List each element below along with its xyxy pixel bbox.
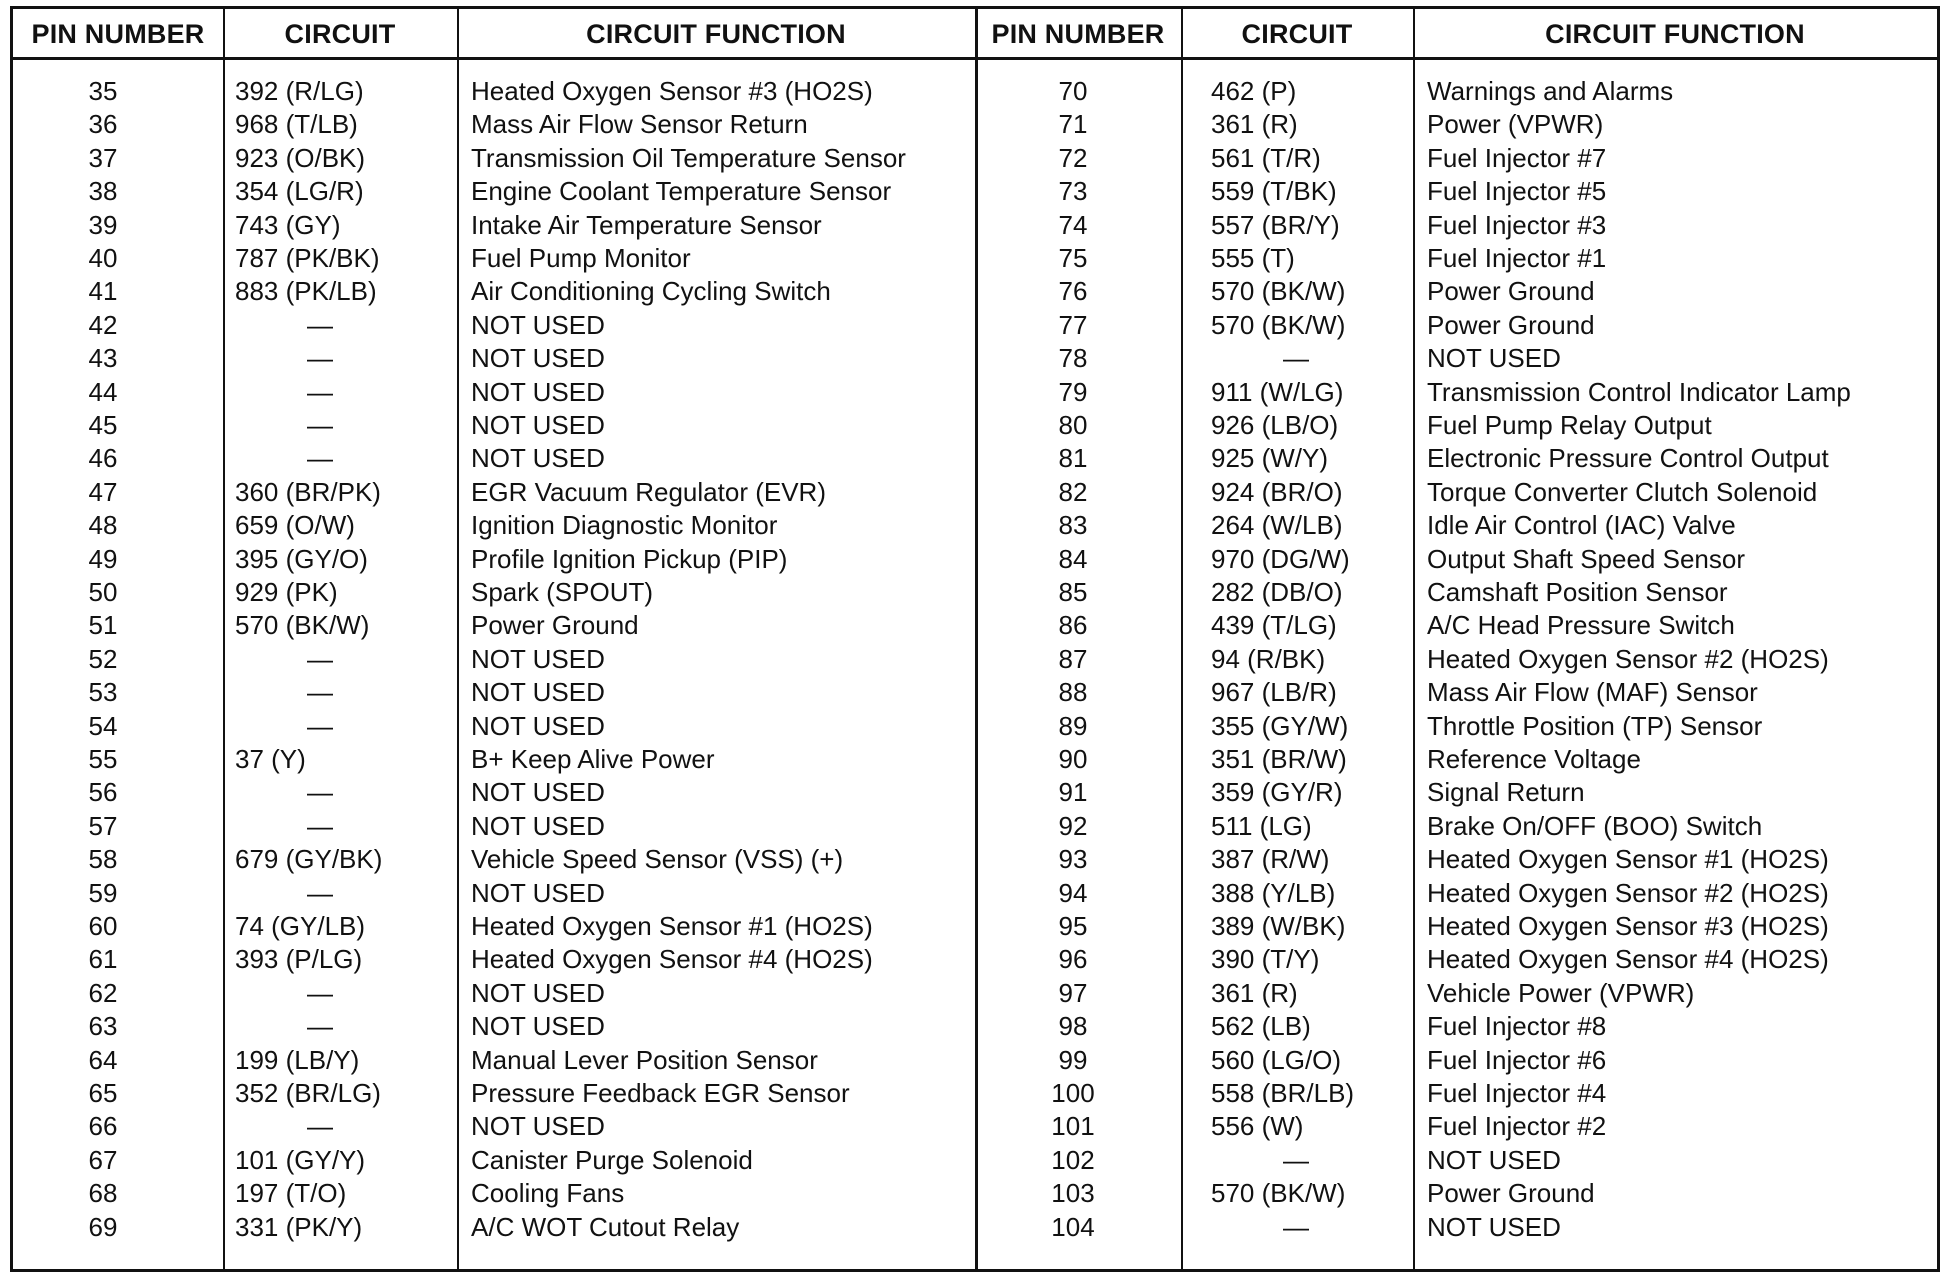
circuit-function-cell: NOT USED [471,877,605,908]
circuit-cell: 970 (DG/W) [1211,543,1350,574]
circuit-function-cell: Torque Converter Clutch Solenoid [1427,476,1818,507]
circuit-cell: — [307,777,333,808]
circuit-cell: 562 (LB) [1211,1011,1311,1042]
circuit-cell: 967 (LB/R) [1211,677,1337,708]
table-row [975,810,1937,843]
table-row [975,1044,1937,1077]
circuit-cell: 360 (BR/PK) [235,476,381,507]
pin-number-cell: 37 [88,142,118,173]
circuit-cell: — [1283,1211,1309,1242]
circuit-function-cell: A/C WOT Cutout Relay [471,1211,740,1242]
pin-number-cell: 46 [88,443,118,474]
circuit-cell: 389 (W/BK) [1211,911,1346,941]
circuit-function-cell: Fuel Injector #7 [1427,142,1607,173]
circuit-function-cell: Pressure Feedback EGR Sensor [471,1078,850,1108]
circuit-cell: 556 (W) [1211,1111,1304,1142]
circuit-function-cell: Transmission Control Indicator Lamp [1427,376,1851,407]
circuit-function-cell: Manual Lever Position Sensor [471,1044,818,1075]
table-row [975,476,1937,509]
circuit-cell: — [1283,343,1309,374]
pin-number-cell: 76 [1058,276,1088,307]
pin-number-cell: 92 [1058,810,1088,841]
table-row [975,142,1937,175]
circuit-cell: 361 (R) [1211,109,1298,140]
circuit-cell: 925 (W/Y) [1211,443,1329,474]
circuit-function-cell: Power Ground [1427,1178,1595,1209]
table-row [13,1077,975,1110]
circuit-cell: 390 (T/Y) [1211,944,1320,975]
circuit-function-cell: Output Shaft Speed Sensor [1427,543,1745,574]
circuit-function-cell: Fuel Injector #6 [1427,1044,1607,1075]
pin-number-cell: 71 [1058,109,1088,140]
table-row [975,175,1937,208]
pin-number-cell: 101 [1051,1111,1095,1142]
table-row [975,309,1937,342]
pin-number-cell: 67 [88,1144,118,1175]
header-pin-number-left: PIN NUMBER [31,19,205,49]
table-row [13,576,975,609]
circuit-function-cell: Heated Oxygen Sensor #2 (HO2S) [1427,877,1829,908]
table-row [975,643,1937,676]
table-row [975,1144,1937,1177]
pin-number-cell: 61 [88,944,118,975]
pin-number-cell: 79 [1058,376,1088,407]
circuit-cell: 37 (Y) [235,744,306,774]
circuit-cell: 561 (T/R) [1211,142,1321,173]
pin-number-cell: 65 [88,1078,118,1108]
pin-number-cell: 57 [88,810,118,841]
circuit-cell: 787 (PK/BK) [235,243,380,273]
pin-number-cell: 56 [88,777,118,808]
pin-number-cell: 59 [88,877,118,908]
circuit-cell: — [307,677,333,708]
circuit-cell: — [307,309,333,340]
table-row [975,710,1937,743]
table-row [975,743,1937,776]
circuit-function-cell: Mass Air Flow Sensor Return [471,109,808,140]
table-row [975,776,1937,809]
table-row [975,376,1937,409]
pin-number-cell: 88 [1058,677,1088,708]
table-row [13,342,975,375]
pin-number-cell: 94 [1058,877,1088,908]
pin-number-cell: 66 [88,1111,118,1142]
circuit-cell: 926 (LB/O) [1211,410,1339,440]
table-row [13,543,975,576]
header-pin-number-right: PIN NUMBER [991,19,1165,49]
pin-number-cell: 58 [88,844,118,875]
circuit-cell: — [307,710,333,741]
circuit-function-cell: Reference Voltage [1427,744,1641,774]
circuit-cell: 743 (GY) [235,209,341,240]
pin-number-cell: 68 [88,1178,118,1209]
circuit-function-cell: Mass Air Flow (MAF) Sensor [1427,677,1758,708]
table-row [975,509,1937,542]
circuit-function-cell: NOT USED [471,376,605,407]
circuit-cell: — [307,810,333,841]
pin-number-cell: 35 [88,76,118,106]
table-row [13,1177,975,1210]
circuit-cell: 199 (LB/Y) [235,1044,360,1075]
table-row [975,1077,1937,1110]
circuit-cell: 282 (DB/O) [1211,577,1343,607]
table-row [975,543,1937,576]
circuit-function-cell: NOT USED [471,309,605,340]
table-row [13,609,975,642]
table-row [975,275,1937,308]
circuit-function-cell: NOT USED [471,1111,605,1142]
table-row [13,108,975,141]
pin-number-cell: 42 [88,309,118,340]
pin-number-cell: 86 [1058,610,1088,641]
circuit-cell: 331 (PK/Y) [235,1211,363,1242]
circuit-function-cell: Fuel Injector #8 [1427,1011,1607,1042]
circuit-cell: 511 (LG) [1211,810,1312,841]
pin-number-cell: 96 [1058,944,1088,975]
pin-number-cell: 52 [88,643,118,674]
circuit-function-cell: NOT USED [471,777,605,808]
pin-number-cell: 63 [88,1011,118,1042]
circuit-function-cell: EGR Vacuum Regulator (EVR) [471,476,826,507]
circuit-function-cell: NOT USED [471,343,605,374]
circuit-cell: 359 (GY/R) [1211,777,1343,808]
table-row [13,175,975,208]
table-row [13,910,975,943]
circuit-cell: 392 (R/LG) [235,76,364,106]
table-row [13,843,975,876]
pin-number-cell: 95 [1058,911,1088,941]
pin-number-cell: 54 [88,710,118,741]
table-row [975,609,1937,642]
table-row [13,710,975,743]
circuit-function-cell: Fuel Injector #1 [1427,243,1607,273]
circuit-cell: 94 (R/BK) [1211,643,1326,674]
circuit-function-cell: NOT USED [471,443,605,474]
table-row [13,1044,975,1077]
circuit-function-cell: Heated Oxygen Sensor #2 (HO2S) [1427,643,1829,674]
circuit-function-cell: NOT USED [1427,343,1561,374]
header-circuit-function-right: CIRCUIT FUNCTION [1545,19,1805,49]
table-row [13,275,975,308]
header-circuit-left: CIRCUIT [284,19,396,49]
circuit-function-cell: Electronic Pressure Control Output [1427,443,1829,474]
circuit-function-cell: Signal Return [1427,777,1585,808]
pin-number-cell: 70 [1058,76,1088,106]
table-row [975,910,1937,943]
circuit-function-cell: Air Conditioning Cycling Switch [471,276,831,307]
circuit-function-cell: Heated Oxygen Sensor #1 (HO2S) [471,911,873,941]
table-row [975,75,1937,108]
pin-number-cell: 41 [88,276,118,307]
table-row [13,442,975,475]
table-row [975,977,1937,1010]
table-row [13,1144,975,1177]
pin-number-cell: 87 [1058,643,1088,674]
circuit-function-cell: Idle Air Control (IAC) Valve [1427,510,1736,541]
circuit-cell: 101 (GY/Y) [235,1144,366,1175]
table-row [13,476,975,509]
circuit-cell: 361 (R) [1211,977,1298,1008]
table-row [975,1177,1937,1210]
pin-number-cell: 100 [1051,1078,1095,1108]
table-row [975,442,1937,475]
circuit-cell: — [307,1011,333,1042]
pin-number-cell: 98 [1058,1011,1088,1042]
circuit-function-cell: NOT USED [471,710,605,741]
circuit-function-cell: Heated Oxygen Sensor #3 (HO2S) [471,76,873,106]
pin-table [10,6,1940,1272]
circuit-function-cell: Power Ground [1427,276,1595,307]
circuit-function-cell: Transmission Oil Temperature Sensor [471,142,906,173]
pin-number-cell: 80 [1058,410,1088,440]
circuit-function-cell: Canister Purge Solenoid [471,1144,753,1175]
circuit-cell: 679 (GY/BK) [235,844,383,875]
pin-number-cell: 104 [1051,1211,1095,1242]
circuit-function-cell: Fuel Injector #2 [1427,1111,1607,1142]
circuit-cell: 560 (LG/O) [1211,1044,1342,1075]
table-row [13,1110,975,1143]
table-row [13,743,975,776]
pin-number-cell: 64 [88,1044,118,1075]
circuit-function-cell: Heated Oxygen Sensor #4 (HO2S) [471,944,873,975]
table-row [13,309,975,342]
header-divider [13,57,1937,60]
pin-number-cell: 55 [88,744,118,774]
circuit-function-cell: Heated Oxygen Sensor #3 (HO2S) [1427,911,1829,941]
circuit-function-cell: Vehicle Power (VPWR) [1427,977,1695,1008]
pin-number-cell: 84 [1058,543,1088,574]
circuit-function-cell: Power Ground [471,610,639,641]
circuit-function-cell: Ignition Diagnostic Monitor [471,510,778,541]
circuit-function-cell: NOT USED [471,1011,605,1042]
table-row [13,877,975,910]
circuit-cell: 462 (P) [1211,76,1297,106]
circuit-function-cell: Heated Oxygen Sensor #4 (HO2S) [1427,944,1829,975]
circuit-cell: 883 (PK/LB) [235,276,377,307]
header-circuit-function-left: CIRCUIT FUNCTION [586,19,846,49]
circuit-function-cell: Vehicle Speed Sensor (VSS) (+) [471,844,844,875]
circuit-cell: — [307,877,333,908]
circuit-cell: — [307,443,333,474]
pin-number-cell: 81 [1058,443,1088,474]
circuit-cell: 659 (O/W) [235,510,355,541]
table-row [13,810,975,843]
circuit-cell: 559 (T/BK) [1211,176,1337,207]
circuit-function-cell: Cooling Fans [471,1178,625,1209]
circuit-cell: 570 (BK/W) [235,610,370,641]
table-row [13,209,975,242]
pin-number-cell: 49 [88,543,118,574]
pin-number-cell: 85 [1058,577,1088,607]
pin-number-cell: 48 [88,510,118,541]
pin-number-cell: 44 [88,376,118,407]
table-row [975,242,1937,275]
table-row [975,409,1937,442]
pin-number-cell: 73 [1058,176,1088,207]
circuit-cell: — [307,343,333,374]
pin-number-cell: 82 [1058,476,1088,507]
circuit-cell: 558 (BR/LB) [1211,1078,1355,1108]
circuit-function-cell: NOT USED [1427,1211,1561,1242]
circuit-function-cell: Power (VPWR) [1427,109,1604,140]
circuit-cell: 393 (P/LG) [235,944,363,975]
table-row [975,1110,1937,1143]
pin-number-cell: 62 [88,977,118,1008]
table-row [13,509,975,542]
circuit-cell: 968 (T/LB) [235,109,358,140]
table-row [975,108,1937,141]
table-row [975,1010,1937,1043]
circuit-cell: — [307,643,333,674]
circuit-function-cell: NOT USED [471,677,605,708]
pin-number-cell: 103 [1051,1178,1095,1209]
table-row [13,943,975,976]
circuit-cell: 911 (W/LG) [1211,376,1344,407]
header-circuit-right: CIRCUIT [1241,19,1353,49]
circuit-function-cell: Fuel Injector #5 [1427,176,1607,207]
pin-number-cell: 90 [1058,744,1088,774]
pin-number-cell: 102 [1051,1144,1095,1175]
table-row [13,75,975,108]
circuit-function-cell: Fuel Injector #4 [1427,1078,1607,1108]
pin-number-cell: 45 [88,410,118,440]
table-row [13,676,975,709]
circuit-cell: 555 (T) [1211,243,1295,273]
table-row [13,242,975,275]
table-row [13,1211,975,1244]
table-row [975,676,1937,709]
pin-number-cell: 69 [88,1211,118,1242]
circuit-cell: 351 (BR/W) [1211,744,1347,774]
table-row [975,943,1937,976]
table-row [13,1010,975,1043]
circuit-function-cell: Fuel Injector #3 [1427,209,1607,240]
pin-number-cell: 39 [88,209,118,240]
table-row [13,376,975,409]
pin-number-cell: 50 [88,577,118,607]
circuit-cell: — [307,376,333,407]
circuit-function-cell: A/C Head Pressure Switch [1427,610,1735,641]
pin-number-cell: 40 [88,243,118,273]
table-row [13,776,975,809]
circuit-function-cell: NOT USED [471,410,605,440]
circuit-cell: — [307,410,333,440]
circuit-cell: 570 (BK/W) [1211,1178,1346,1209]
circuit-cell: 388 (Y/LB) [1211,877,1336,908]
pin-number-cell: 99 [1058,1044,1088,1075]
circuit-function-cell: NOT USED [471,810,605,841]
table-row [13,643,975,676]
circuit-cell: 570 (BK/W) [1211,309,1346,340]
pin-number-cell: 91 [1058,777,1088,808]
circuit-cell: 557 (BR/Y) [1211,209,1340,240]
circuit-function-cell: Power Ground [1427,309,1595,340]
circuit-function-cell: Engine Coolant Temperature Sensor [471,176,892,207]
pin-number-cell: 51 [88,610,118,641]
circuit-function-cell: Profile Ignition Pickup (PIP) [471,543,788,574]
circuit-cell: 924 (BR/O) [1211,476,1343,507]
circuit-function-cell: NOT USED [1427,1144,1561,1175]
circuit-cell: — [1283,1144,1309,1175]
circuit-cell: 439 (T/LG) [1211,610,1337,641]
pin-number-cell: 72 [1058,142,1088,173]
circuit-function-cell: Warnings and Alarms [1427,76,1674,106]
table-row [975,1211,1937,1244]
circuit-cell: 355 (GY/W) [1211,710,1349,741]
circuit-cell: 354 (LG/R) [235,176,364,207]
pin-number-cell: 53 [88,677,118,708]
pin-number-cell: 93 [1058,844,1088,875]
pin-number-cell: 78 [1058,343,1088,374]
circuit-function-cell: Camshaft Position Sensor [1427,577,1728,607]
pin-number-cell: 36 [88,109,118,140]
circuit-cell: 395 (GY/O) [235,543,368,574]
pin-number-cell: 77 [1058,309,1088,340]
circuit-function-cell: Fuel Pump Monitor [471,243,691,273]
pin-number-cell: 83 [1058,510,1088,541]
circuit-function-cell: B+ Keep Alive Power [471,744,715,774]
circuit-cell: 570 (BK/W) [1211,276,1346,307]
circuit-function-cell: Throttle Position (TP) Sensor [1427,710,1763,741]
pin-number-cell: 43 [88,343,118,374]
circuit-function-cell: Brake On/OFF (BOO) Switch [1427,810,1763,841]
circuit-cell: — [307,977,333,1008]
circuit-cell: 197 (T/O) [235,1178,347,1209]
table-row [975,209,1937,242]
pin-number-cell: 89 [1058,710,1088,741]
table-row [975,843,1937,876]
circuit-function-cell: NOT USED [471,643,605,674]
table-row [13,142,975,175]
circuit-cell: 352 (BR/LG) [235,1078,381,1108]
table-row [13,977,975,1010]
circuit-cell: 929 (PK) [235,577,338,607]
circuit-function-cell: Spark (SPOUT) [471,577,654,607]
circuit-cell: 387 (R/W) [1211,844,1330,875]
table-row [975,342,1937,375]
pin-number-cell: 60 [88,911,118,941]
table-row [13,409,975,442]
pin-number-cell: 38 [88,176,118,207]
circuit-function-cell: Intake Air Temperature Sensor [471,209,822,240]
pin-number-cell: 47 [88,476,118,507]
pin-number-cell: 97 [1058,977,1088,1008]
table-row [975,877,1937,910]
table-row [975,576,1937,609]
pin-number-cell: 74 [1058,209,1088,240]
circuit-function-cell: NOT USED [471,977,605,1008]
circuit-function-cell: Heated Oxygen Sensor #1 (HO2S) [1427,844,1829,875]
circuit-cell: 264 (W/LB) [1211,510,1343,541]
circuit-cell: — [307,1111,333,1142]
circuit-cell: 74 (GY/LB) [235,911,366,941]
circuit-function-cell: Fuel Pump Relay Output [1427,410,1712,440]
circuit-cell: 923 (O/BK) [235,142,366,173]
pin-number-cell: 75 [1058,243,1088,273]
